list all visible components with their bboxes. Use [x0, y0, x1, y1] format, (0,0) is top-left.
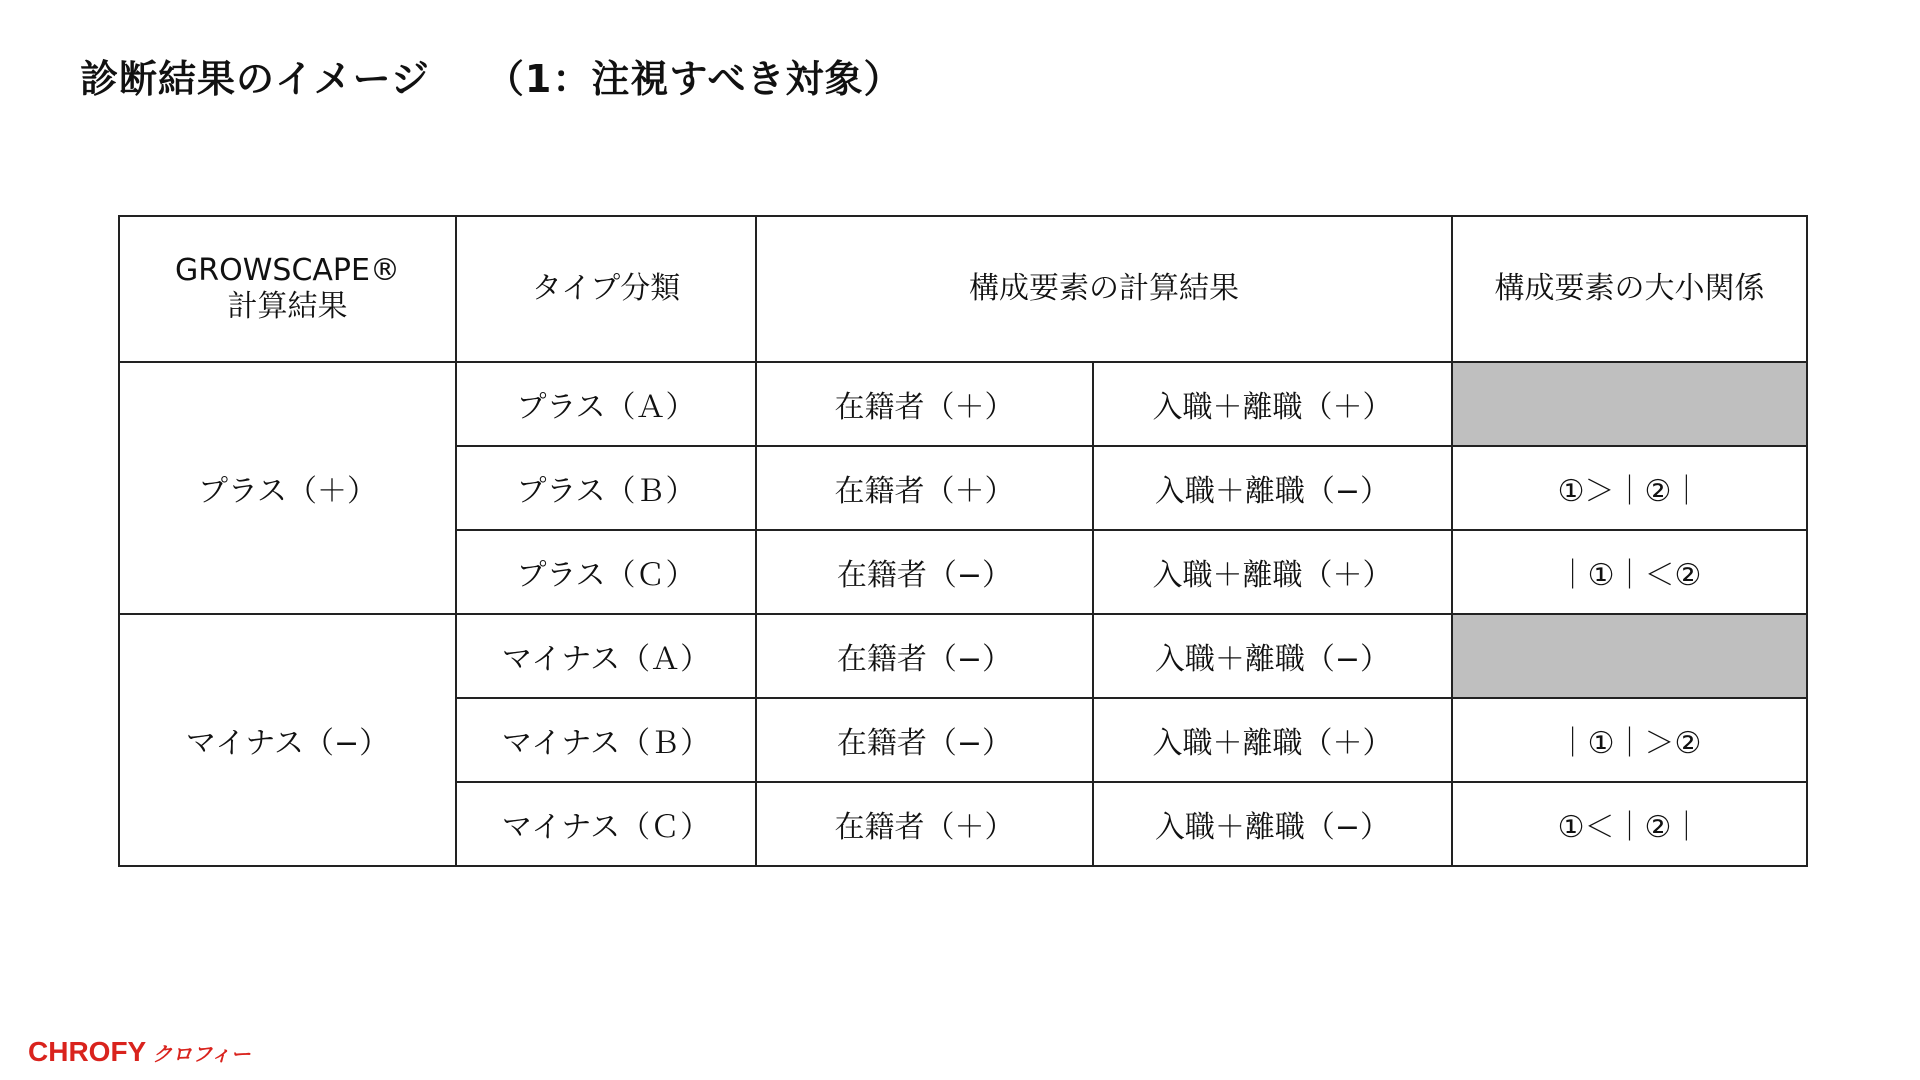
header-score-line2: 計算結果: [227, 289, 348, 324]
logo-sub-text: クロフィー: [152, 1042, 251, 1066]
type-cell: マイナス（Ａ）: [456, 614, 756, 698]
relation-cell-shaded: [1452, 614, 1807, 698]
header-relation: 構成要素の大小関係: [1452, 216, 1807, 362]
title-sub: （1：注視すべき対象）: [485, 57, 903, 101]
table-row: [119, 614, 1807, 698]
flow-cell: 入職＋離職（−）: [1093, 446, 1452, 530]
diagnosis-table: [118, 215, 1808, 867]
header-score: [119, 216, 456, 362]
title-main: 診断結果のイメージ: [80, 57, 430, 101]
flow-cell: 入職＋離職（−）: [1093, 782, 1452, 866]
enrolled-cell: 在籍者（−）: [756, 530, 1093, 614]
flow-cell: 入職＋離職（＋）: [1093, 530, 1452, 614]
header-type: タイプ分類: [456, 216, 756, 362]
enrolled-cell: 在籍者（＋）: [756, 362, 1093, 446]
relation-cell-shaded: [1452, 362, 1807, 446]
type-cell: マイナス（Ｂ）: [456, 698, 756, 782]
relation-cell: ｜①｜＞②: [1452, 698, 1807, 782]
header-score-line1: GROWSCAPE®: [175, 253, 400, 288]
chrofy-logo: [28, 1036, 251, 1068]
type-cell: プラス（Ｃ）: [456, 530, 756, 614]
logo-main-text: CHROFY: [28, 1036, 147, 1067]
slide-title: [80, 48, 903, 103]
relation-cell: ｜①｜＜②: [1452, 530, 1807, 614]
group-label-plus: プラス（＋）: [119, 362, 456, 614]
flow-cell: 入職＋離職（＋）: [1093, 362, 1452, 446]
type-cell: マイナス（Ｃ）: [456, 782, 756, 866]
relation-cell: ①＜｜②｜: [1452, 782, 1807, 866]
type-cell: プラス（Ｂ）: [456, 446, 756, 530]
enrolled-cell: 在籍者（−）: [756, 698, 1093, 782]
relation-cell: ①＞｜②｜: [1452, 446, 1807, 530]
table-header-row: [119, 216, 1807, 362]
flow-cell: 入職＋離職（−）: [1093, 614, 1452, 698]
type-cell: プラス（Ａ）: [456, 362, 756, 446]
flow-cell: 入職＋離職（＋）: [1093, 698, 1452, 782]
enrolled-cell: 在籍者（＋）: [756, 446, 1093, 530]
table-row: [119, 362, 1807, 446]
enrolled-cell: 在籍者（−）: [756, 614, 1093, 698]
enrolled-cell: 在籍者（＋）: [756, 782, 1093, 866]
group-label-minus: マイナス（−）: [119, 614, 456, 866]
header-components: 構成要素の計算結果: [756, 216, 1452, 362]
